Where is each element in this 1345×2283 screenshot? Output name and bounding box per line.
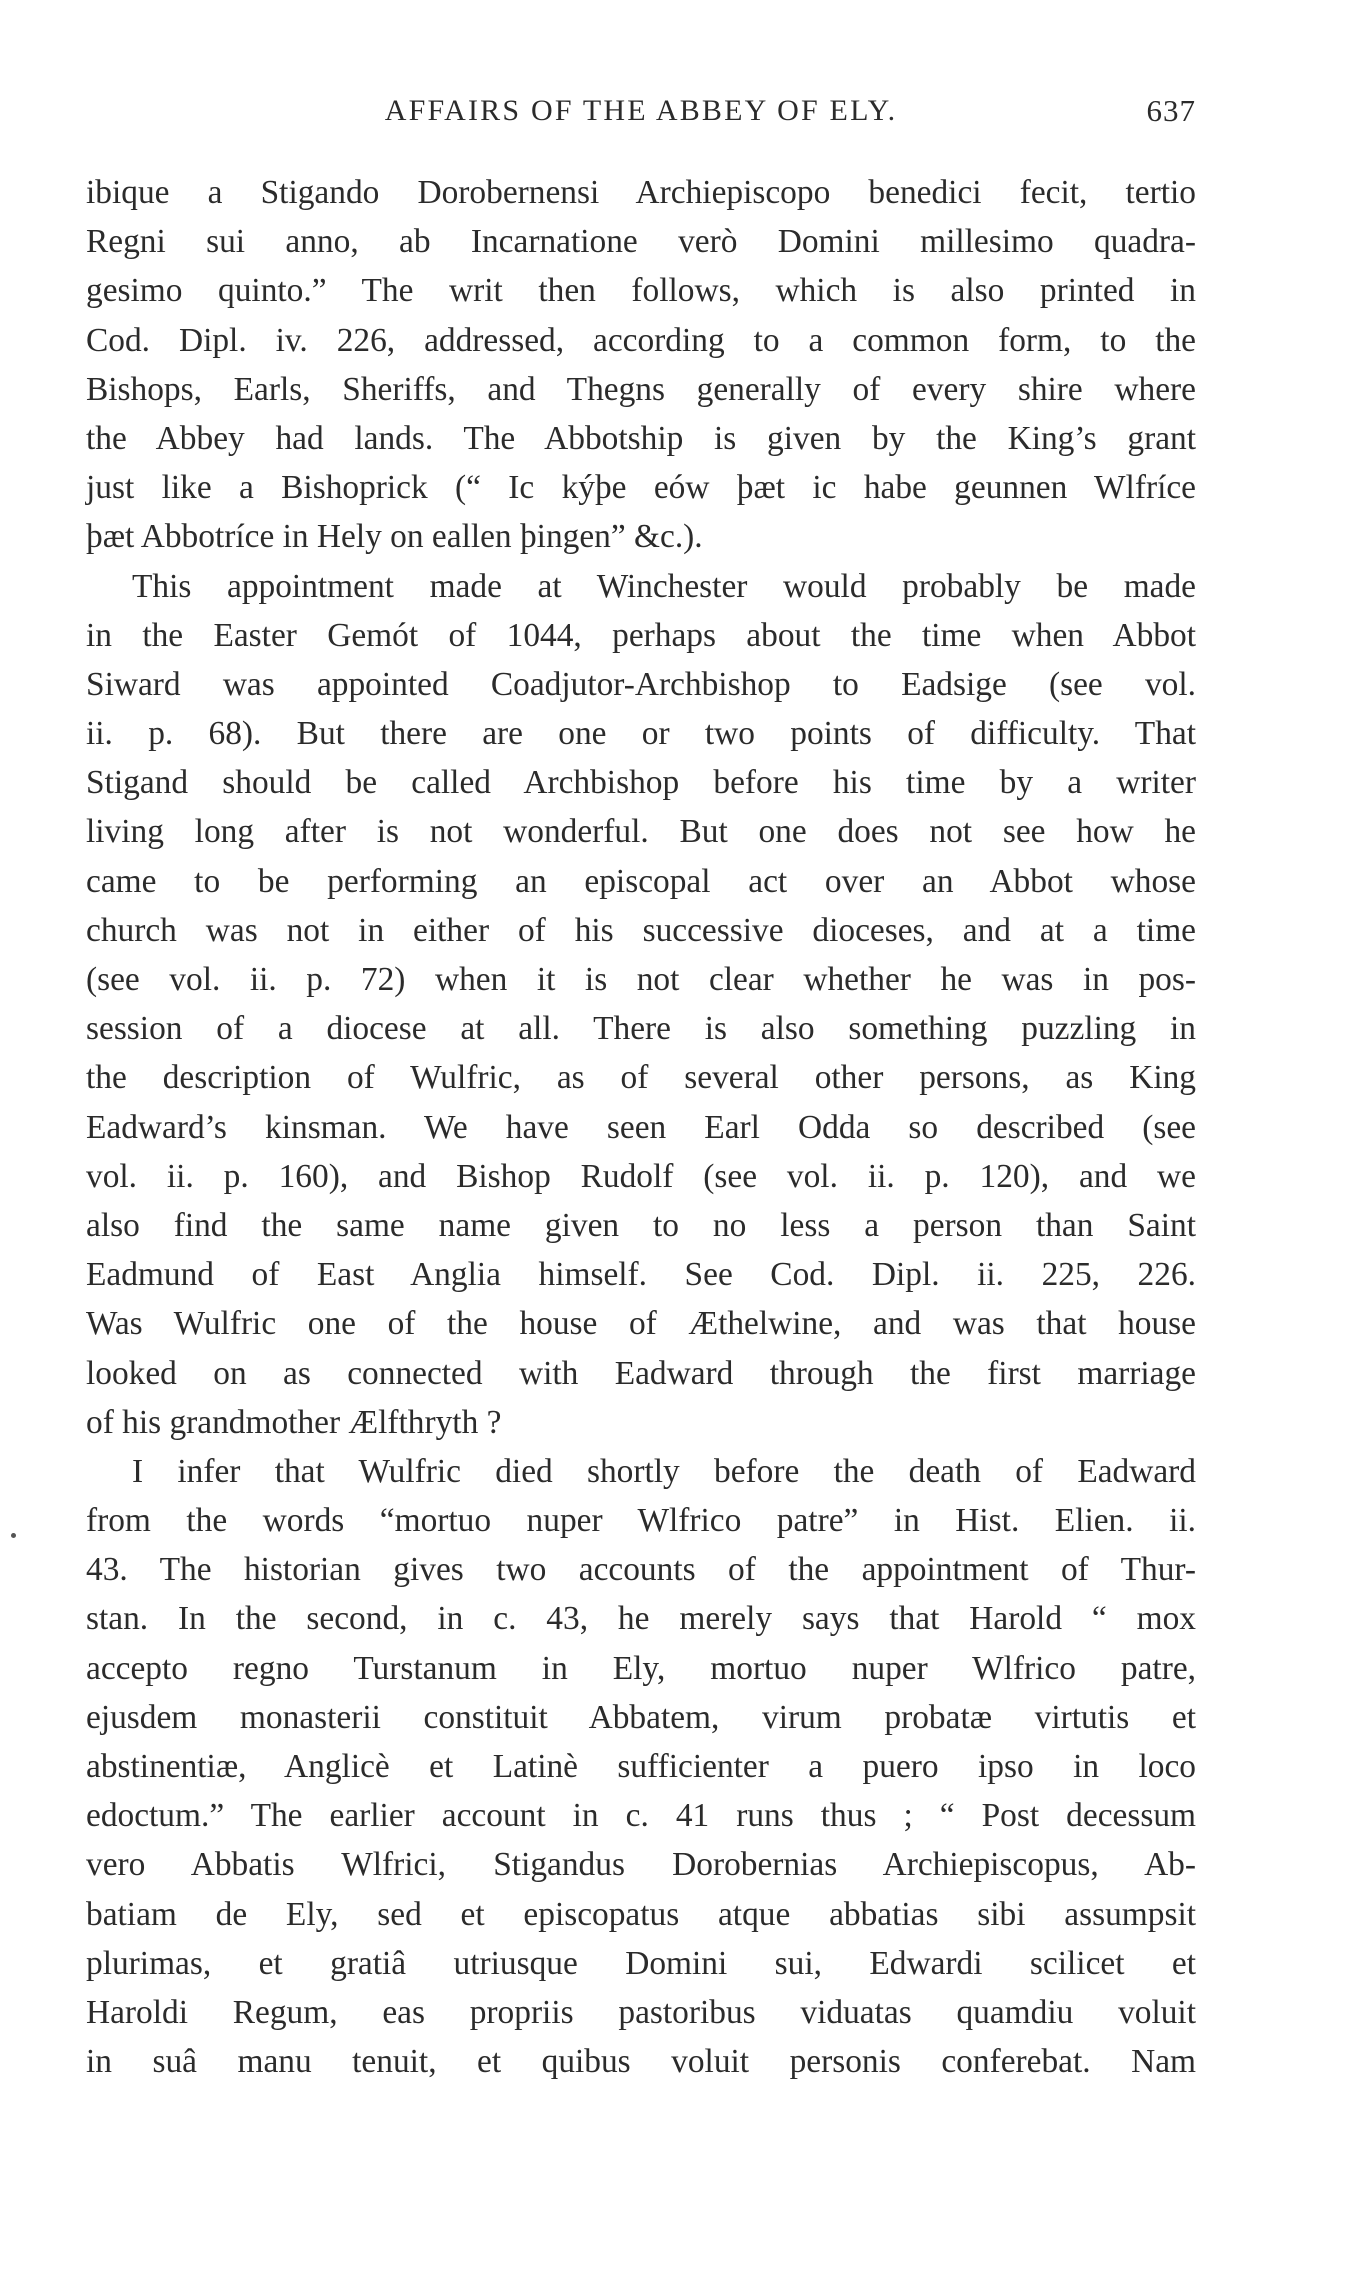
text-line: the Abbey had lands. The Abbotship is given by the King’s grant <box>86 419 1196 457</box>
text-line: edoctum.” The earlier account in c. 41 runs thus ; “ Post decessum <box>86 1797 1196 1835</box>
text-line: Stigand should be called Archbishop before his time by a writer <box>86 764 1196 802</box>
text-line: Was Wulfric one of the house of Æthelwine, and was that house <box>86 1305 1196 1343</box>
page-number: 637 <box>1146 93 1196 128</box>
text-line: of his grandmother Ælfthryth ? <box>86 1403 502 1441</box>
text-line: just like a Bishoprick (“ Ic kýþe eów þæt ic habe geunnen Wlfríce <box>86 469 1196 507</box>
body-text <box>86 168 1196 2086</box>
text-line: Haroldi Regum, eas propriis pastoribus viduatas quamdiu voluit <box>86 1993 1196 2031</box>
text-line: Cod. Dipl. iv. 226, addressed, according to a common form, to the <box>86 321 1196 359</box>
margin-dot-mark <box>11 1533 16 1538</box>
text-line: Bishops, Earls, Sheriffs, and Thegns generally of every shire where <box>86 370 1196 408</box>
paragraph <box>86 562 1196 1447</box>
running-title: AFFAIRS OF THE ABBEY OF ELY. <box>384 94 898 127</box>
text-line: gesimo quinto.” The writ then follows, which is also printed in <box>86 272 1196 310</box>
text-line: ibique a Stigando Dorobernensi Archiepiscopo benedici fecit, tertio <box>86 174 1196 211</box>
text-line: 43. The historian gives two accounts of the appointment of Thur- <box>86 1551 1196 1589</box>
text-line: in the Easter Gemót of 1044, perhaps about the time when Abbot <box>86 616 1196 654</box>
text-line: Eadward’s kinsman. We have seen Earl Odda so described (see <box>86 1108 1196 1146</box>
text-line: Eadmund of East Anglia himself. See Cod. Dipl. ii. 225, 226. <box>86 1256 1196 1294</box>
text-line: ii. p. 68). But there are one or two points of difficulty. That <box>86 715 1196 753</box>
text-line: looked on as connected with Eadward through the first marriage <box>86 1354 1196 1392</box>
text-line: from the words “mortuo nuper Wlfrico patre” in Hist. Elien. ii. <box>86 1502 1196 1540</box>
paragraph <box>86 1447 1196 2086</box>
text-line: the description of Wulfric, as of several other persons, as King <box>86 1059 1196 1097</box>
text-line: Siward was appointed Coadjutor-Archbishop to Eadsige (see vol. <box>86 665 1196 703</box>
text-line: session of a diocese at all. There is also something puzzling in <box>86 1010 1196 1048</box>
text-line: I infer that Wulfric died shortly before the death of Eadward <box>132 1452 1196 1490</box>
text-line: This appointment made at Winchester would probably be made <box>132 567 1196 605</box>
text-line: batiam de Ely, sed et episcopatus atque abbatias sibi assumpsit <box>86 1895 1196 1933</box>
text-line: came to be performing an episcopal act over an Abbot whose <box>86 862 1196 900</box>
text-line: in suâ manu tenuit, et quibus voluit personis conferebat. Nam <box>86 2043 1196 2081</box>
text-line: also find the same name given to no less a person than Saint <box>86 1206 1196 1244</box>
paragraph <box>86 168 1196 562</box>
text-line: ejusdem monasterii constituit Abbatem, virum probatæ virtutis et <box>86 1698 1196 1736</box>
text-line: accepto regno Turstanum in Ely, mortuo nuper Wlfrico patre, <box>86 1649 1196 1687</box>
running-head <box>86 86 1196 136</box>
text-line: plurimas, et gratiâ utriusque Domini sui, Edwardi scilicet et <box>86 1944 1196 1982</box>
text-line: Regni sui anno, ab Incarnatione verò Domini millesimo quadra- <box>86 223 1196 261</box>
text-line: abstinentiæ, Anglicè et Latinè sufficienter a puero ipso in loco <box>86 1748 1196 1785</box>
text-line: living long after is not wonderful. But one does not see how he <box>86 813 1196 851</box>
text-line: stan. In the second, in c. 43, he merely says that Harold “ mox <box>86 1600 1196 1638</box>
text-line: vero Abbatis Wlfrici, Stigandus Dorobernias Archiepiscopus, Ab- <box>86 1846 1196 1884</box>
text-line: þæt Abbotríce in Hely on eallen þingen” &c.). <box>86 518 703 556</box>
text-line: church was not in either of his successive dioceses, and at a time <box>86 911 1196 949</box>
text-line: (see vol. ii. p. 72) when it is not clear whether he was in pos- <box>86 961 1196 998</box>
text-line: vol. ii. p. 160), and Bishop Rudolf (see vol. ii. p. 120), and we <box>86 1157 1196 1195</box>
